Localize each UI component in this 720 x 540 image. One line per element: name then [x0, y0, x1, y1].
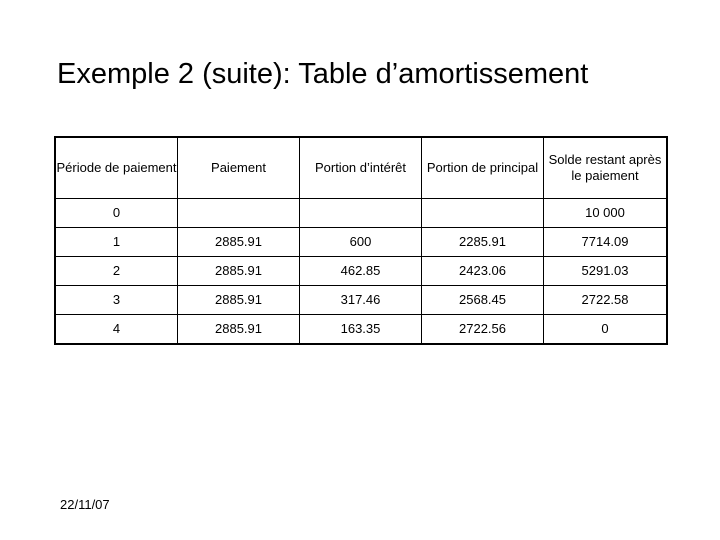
cell-principal: 2722.56: [422, 315, 544, 345]
cell-interet: 462.85: [300, 257, 422, 286]
cell-periode: 0: [55, 199, 178, 228]
cell-periode: 3: [55, 286, 178, 315]
cell-periode: 2: [55, 257, 178, 286]
cell-periode: 4: [55, 315, 178, 345]
table-row: [55, 315, 667, 345]
cell-interet: 163.35: [300, 315, 422, 345]
header-portion-principal: Portion de principal: [422, 137, 544, 199]
cell-interet: 317.46: [300, 286, 422, 315]
header-paiement: Paiement: [178, 137, 300, 199]
header-periode: Période de paiement: [55, 137, 178, 199]
cell-periode: 1: [55, 228, 178, 257]
cell-principal: 2285.91: [422, 228, 544, 257]
table-row: [55, 199, 667, 228]
table-header-row: [55, 137, 667, 199]
cell-paiement: 2885.91: [178, 315, 300, 345]
amortization-table: [54, 136, 668, 345]
cell-principal: [422, 199, 544, 228]
cell-solde: 5291.03: [544, 257, 668, 286]
cell-solde: 10 000: [544, 199, 668, 228]
table-row: [55, 286, 667, 315]
table-row: [55, 257, 667, 286]
cell-solde: 2722.58: [544, 286, 668, 315]
cell-paiement: 2885.91: [178, 228, 300, 257]
slide-title: Exemple 2 (suite): Table d’amortissement: [57, 58, 589, 90]
cell-interet: 600: [300, 228, 422, 257]
header-portion-interet: Portion d’intérêt: [300, 137, 422, 199]
footer-date: 22/11/07: [60, 497, 110, 512]
cell-principal: 2568.45: [422, 286, 544, 315]
table-row: [55, 228, 667, 257]
cell-principal: 2423.06: [422, 257, 544, 286]
cell-solde: 7714.09: [544, 228, 668, 257]
cell-solde: 0: [544, 315, 668, 345]
cell-paiement: [178, 199, 300, 228]
cell-paiement: 2885.91: [178, 286, 300, 315]
header-solde-restant: Solde restant après le paiement: [544, 137, 668, 199]
cell-interet: [300, 199, 422, 228]
cell-paiement: 2885.91: [178, 257, 300, 286]
